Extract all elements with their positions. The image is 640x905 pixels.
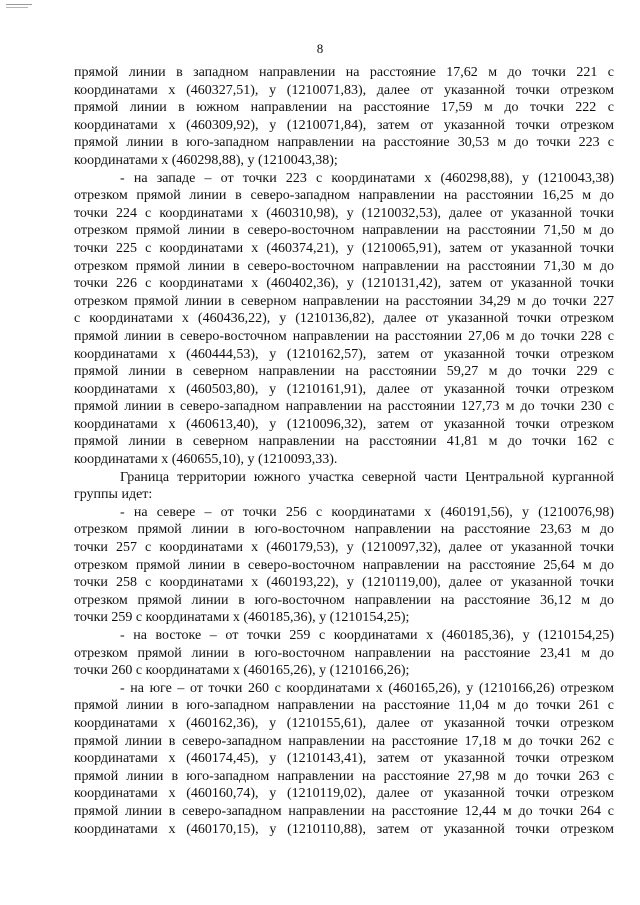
text-line: точки 224 с координатами x (460310,98), y (1210032,53), далее от указанной точки bbox=[74, 205, 614, 221]
text-line: отрезком прямой линии в северо-западном направлении на расстоянии 16,25 м до bbox=[74, 188, 614, 204]
text-line: точки 257 с координатами x (460179,53), y (1210097,32), далее от указанной точки bbox=[74, 540, 614, 556]
text-line: координатами x (460162,36), y (1210155,61), далее от указанной точки отрезком bbox=[74, 715, 614, 731]
text-line: - на юге – от точки 260 с координатами x (460165,26), y (1210166,26) отрезком bbox=[120, 680, 614, 696]
text-line: прямой линии в северном направлении на расстоянии 59,27 м до точки 229 с bbox=[74, 364, 614, 380]
text-line: - на востоке – от точки 259 с координатами x (460185,36), y (1210154,25) bbox=[120, 628, 614, 643]
text-line: прямой линии в северо-западном направлении на расстояние 12,44 м до точки 264 с bbox=[74, 803, 614, 819]
text-line: координатами x (460503,80), y (1210161,91), далее от указанной точки отрезком bbox=[74, 381, 614, 397]
text-line: прямой линии в северном направлении на расстоянии 41,81 м до точки 162 с bbox=[74, 434, 614, 450]
text-line: координатами x (460444,53), y (1210162,57), затем от указанной точки отрезком bbox=[74, 346, 614, 362]
text-line: отрезком прямой линии в юго-восточном направлении на расстояние 23,41 м до bbox=[74, 645, 614, 661]
text-line: прямой линии в юго-западном направлении на расстояние 30,53 м до точки 223 с bbox=[74, 135, 614, 151]
text-line: с координатами x (460436,22), y (1210136,82), далее от указанной точки отрезком bbox=[74, 311, 614, 327]
text-line: прямой линии в южном направлении на расстояние 17,59 м до точки 222 с bbox=[74, 100, 614, 116]
document-body bbox=[74, 64, 614, 838]
text-line: - на севере – от точки 256 с координатами x (460191,56), y (1210076,98) bbox=[120, 504, 614, 520]
text-line: Граница территории южного участка северной части Центральной курганной bbox=[120, 469, 614, 485]
text-line: отрезком прямой линии в северо-восточном направлении на расстояние 25,64 м до bbox=[74, 557, 614, 573]
text-line: координатами x (460170,15), y (1210110,88), затем от указанной точки отрезком bbox=[74, 821, 614, 837]
text-line: точки 225 с координатами x (460374,21), y (1210065,91), затем от указанной точки bbox=[74, 240, 614, 256]
text-line: координатами x (460613,40), y (1210096,32), затем от указанной точки отрезком bbox=[74, 416, 614, 432]
text-line: координатами x (460327,51), y (1210071,83), далее от указанной точки отрезком bbox=[74, 82, 614, 98]
page-number: 8 bbox=[316, 41, 324, 56]
text-line: прямой линии в юго-западном направлении на расстояние 11,04 м до точки 261 с bbox=[74, 698, 614, 714]
text-line: отрезком прямой линии в юго-восточном направлении на расстояние 36,12 м до bbox=[74, 592, 614, 608]
text-line: - на западе – от точки 223 с координатами x (460298,88), y (1210043,38) bbox=[120, 170, 614, 186]
text-line: прямой линии в западном направлении на расстояние 17,62 м до точки 221 с bbox=[74, 65, 614, 80]
text-line: прямой линии в северо-восточном направлении на расстоянии 27,06 м до точки 228 с bbox=[74, 328, 614, 344]
text-line: отрезком прямой линии в северном направлении на расстоянии 34,29 м до точки 227 bbox=[74, 293, 614, 309]
text-line: координатами x (460160,74), y (1210119,02), далее от указанной точки отрезком bbox=[74, 786, 614, 802]
text-line: отрезком прямой линии в северо-восточном направлении на расстоянии 71,30 м до bbox=[74, 258, 614, 274]
text-line: координатами x (460174,45), y (1210143,41), затем от указанной точки отрезком bbox=[74, 751, 614, 767]
text-line: точки 259 с координатами x (460185,36), y (1210154,25); bbox=[74, 610, 410, 626]
text-line: прямой линии в северо-западном направлении на расстояние 17,18 м до точки 262 с bbox=[74, 733, 614, 749]
text-line: координатами x (460655,10), y (1210093,33). bbox=[74, 452, 338, 468]
text-line: точки 260 с координатами x (460165,26), y (1210166,26); bbox=[74, 663, 410, 679]
text-line: прямой линии в юго-западном направлении на расстояние 27,98 м до точки 263 с bbox=[74, 768, 614, 784]
scan-corner-mark bbox=[6, 4, 32, 5]
text-line: группы идет: bbox=[74, 487, 153, 503]
text-line: отрезком прямой линии в северо-восточном направлении на расстоянии 71,50 м до bbox=[74, 223, 614, 239]
text-line: координатами x (460309,92), y (1210071,84), затем от указанной точки отрезком bbox=[74, 117, 614, 133]
text-line: отрезком прямой линии в юго-восточном направлении на расстояние 23,63 м до bbox=[74, 522, 614, 538]
text-line: координатами x (460298,88), y (1210043,38); bbox=[74, 152, 338, 168]
text-line: прямой линии в северо-западном направлении на расстоянии 127,73 м до точки 230 с bbox=[74, 399, 614, 415]
text-line: точки 226 с координатами x (460402,36), y (1210131,42), затем от указанной точки bbox=[74, 276, 614, 292]
text-line: точки 258 с координатами x (460193,22), y (1210119,00), далее от указанной точки bbox=[74, 575, 614, 591]
